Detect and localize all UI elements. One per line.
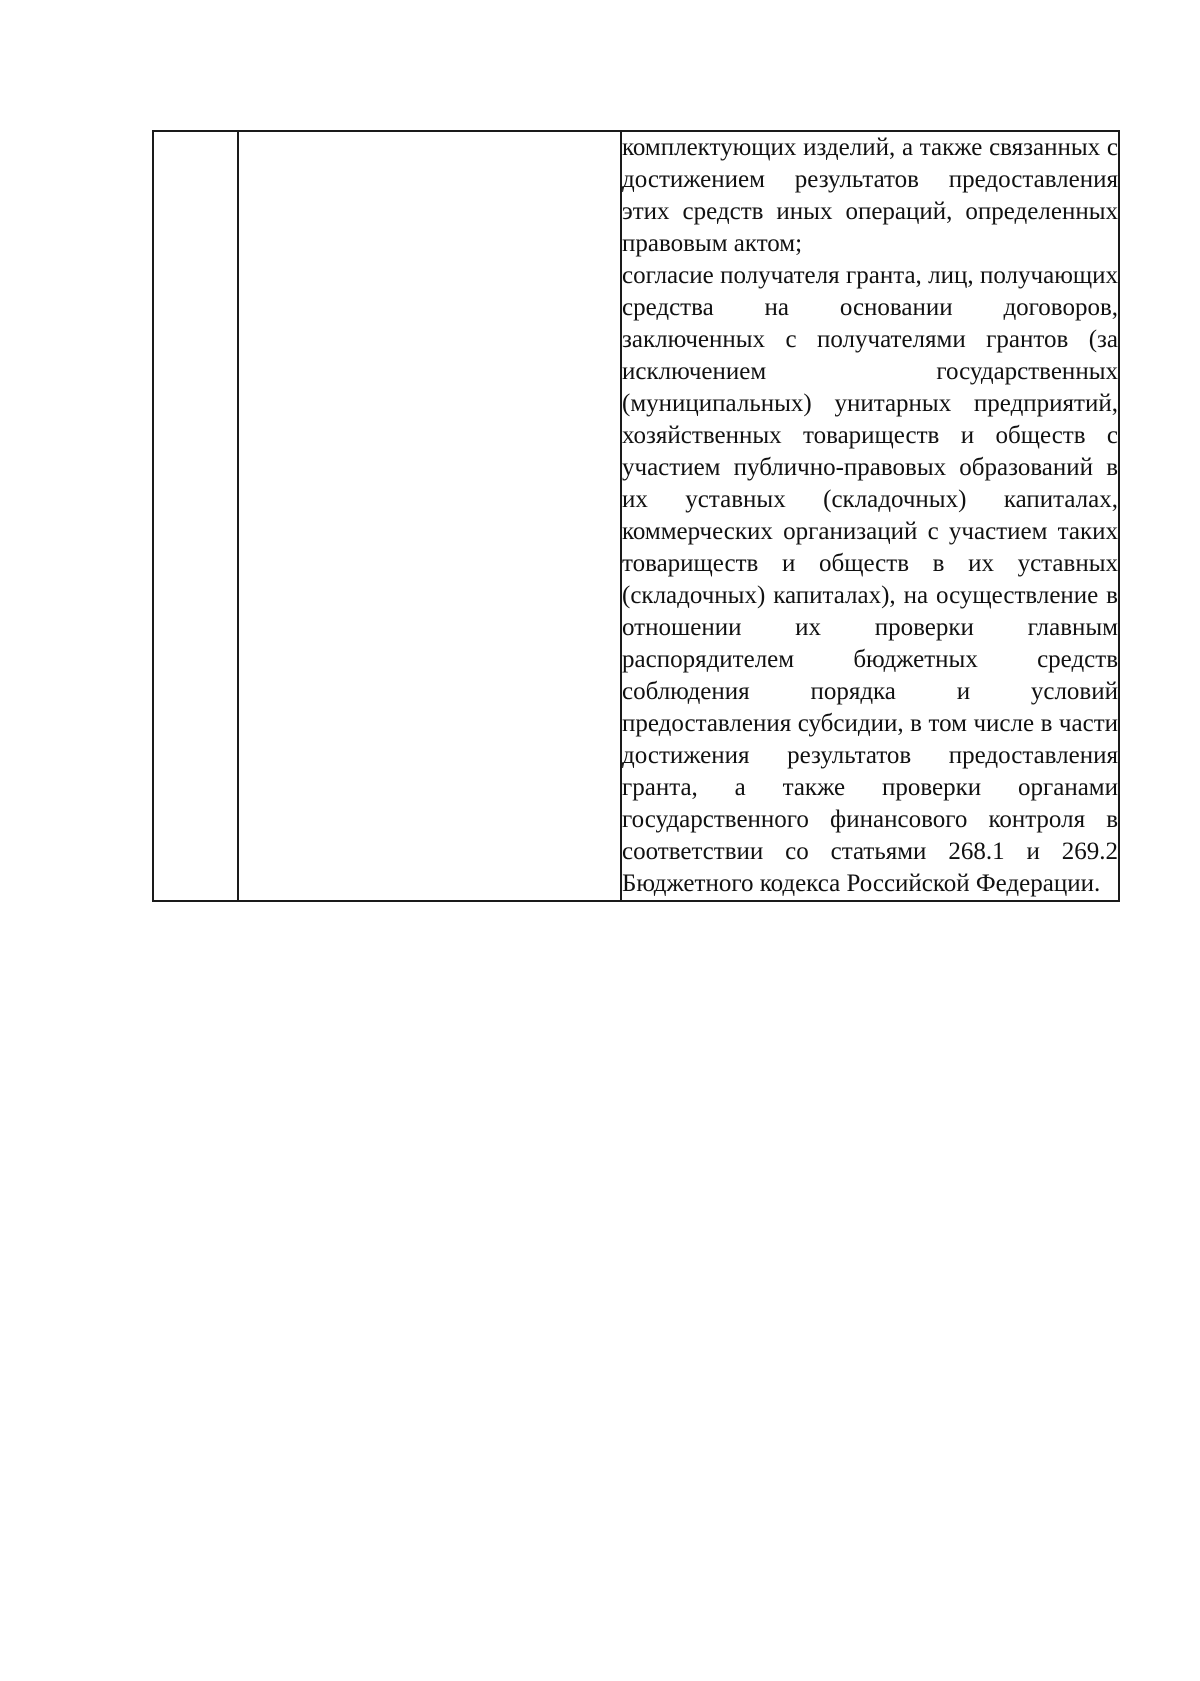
table-cell-name bbox=[238, 131, 621, 901]
table-cell-number bbox=[153, 131, 238, 901]
table-cell-text bbox=[621, 131, 1119, 901]
table-row bbox=[153, 131, 1119, 901]
paragraph: комплектующих изделий, а также связанных с достижением результатов предоставления этих средств иных операций, определенных правовым актом; bbox=[622, 134, 1118, 257]
document-table bbox=[152, 130, 1120, 902]
paragraph: согласие получателя гранта, лиц, получающих средства на основании договоров, заключенных с получателями грантов (за исключением государственных (муниципальных) унитарных предприятий, хозяйственных товариществ и обществ с участием публично-правовых образований в их уставных (складочных) капиталах, коммерческих организаций с участием таких товариществ и обществ в их уставных (складочных) капиталах), на осуществление в отношении их проверки главным распорядителем бюджетных средств соблюдения порядка и условий предоставления субсидии, в том числе в части достижения результатов предоставления гранта, а также проверки органами государственного финансового контроля в соответствии со статьями 268.1 и 269.2 Бюджетного кодекса Российской Федерации. bbox=[622, 262, 1118, 897]
